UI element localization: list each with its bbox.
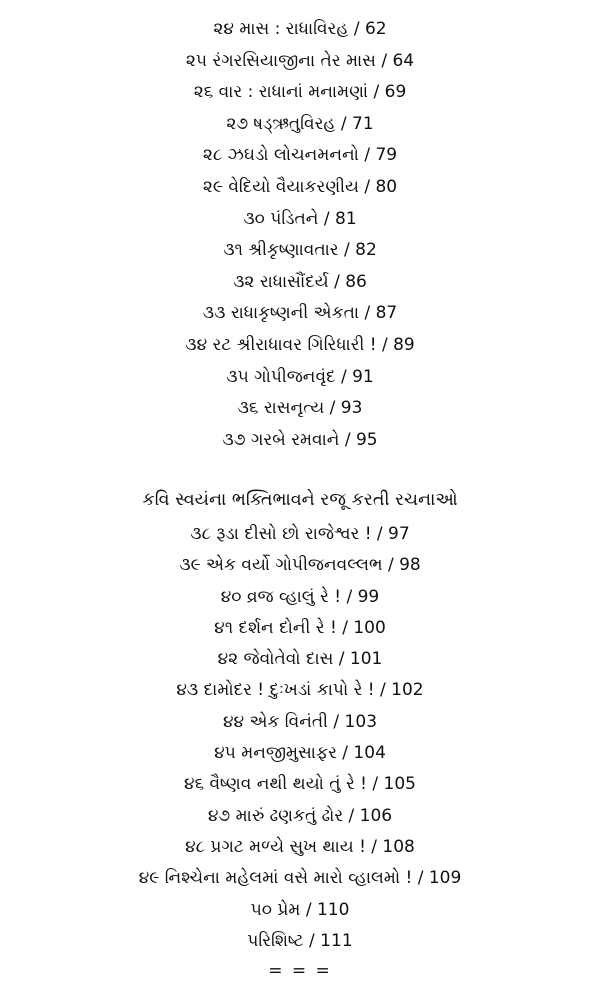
toc-entry-24: ૨૪ માસ : રાધાવિરહ / 62 <box>213 19 387 39</box>
toc-entry-37: ૩૭ ગરબે રમવાને / 95 <box>222 429 378 450</box>
toc-entry-45: ૪૫ મનજીમુસાફર / 104 <box>214 743 386 764</box>
toc-entry-29: ૨૯ વેદિયો વૈયાકરણીય / 80 <box>202 176 398 197</box>
toc-entry-appendix: પરિશિષ્ટ / 111 <box>247 930 353 951</box>
toc-entry-40: ૪૦ વ્રજ વ્હાલું રે ! / 99 <box>220 586 380 607</box>
toc-entry-48: ૪૮ પ્રગટ મળ્યે સુખ થાય ! / 108 <box>185 836 415 857</box>
toc-entry-44: ૪૪ એક વિનંતી / 103 <box>222 711 378 732</box>
toc-entry-49: ૪૯ નિશ્ચેના મહેલમાં વસે મારો વ્હાલમો ! / 109 <box>138 868 462 889</box>
toc-entry-33: ૩૩ રાધાકૃષ્ણની એકતા / 87 <box>202 303 398 324</box>
toc-entry-25: ૨૫ રંગરસિયાજીના તેર માસ / 64 <box>185 50 415 71</box>
toc-entry-32: ૩૨ રાધાસૌંદર્ય / 86 <box>233 271 367 292</box>
toc-entry-35: ૩૫ ગોપીજનવૃંદ / 91 <box>226 366 374 387</box>
toc-entry-30: ૩૦ પંડિતને / 81 <box>243 208 357 229</box>
toc-entry-34: ૩૪ રટ શ્રીરાધાવર ગિરિધારી ! / 89 <box>185 334 415 355</box>
toc-entry-42: ૪૨ જેવોતેવો દાસ / 101 <box>217 649 383 670</box>
toc-entry-50: ૫૦ પ્રેમ / 110 <box>250 899 350 920</box>
toc-list-devotional <box>0 519 600 957</box>
section-heading: કવિ સ્વયંના ભક્તિભાવને રજૂ કરતી રચનાઓ <box>142 490 458 510</box>
toc-entry-31: ૩૧ શ્રીકૃષ્ણાવતાર / 82 <box>223 240 377 261</box>
toc-entry-43: ૪૩ દામોદર ! દુઃખડાં કાપો રે ! / 102 <box>176 680 424 701</box>
end-mark: = = = <box>268 961 332 981</box>
toc-entry-39: ૩૯ એક વર્યો ગોપીજનવલ્લભ / 98 <box>179 555 421 576</box>
toc-entry-27: ૨૭ ષડ્ઋતુવિરહ / 71 <box>226 113 374 134</box>
toc-entry-26: ૨૬ વાર : રાધાનાં મનામણાં / 69 <box>193 82 407 103</box>
toc-entry-28: ૨૮ ઝઘડો લોચનમનનો / 79 <box>202 145 398 166</box>
toc-entry-41: ૪૧ દર્શન દોની રે ! / 100 <box>214 617 386 638</box>
toc-entry-38: ૩૮ રૂડા દીસો છો રાજેશ્વર ! / 97 <box>190 524 410 544</box>
toc-entry-36: ૩૬ રાસનૃત્ય / 93 <box>237 398 363 419</box>
toc-entry-46: ૪૬ વૈષ્ણવ નથી થયો તું રે ! / 105 <box>184 774 416 795</box>
toc-entry-47: ૪૭ મારું ઢણકતું ઢોર / 106 <box>207 805 393 826</box>
toc-list-main <box>0 14 600 456</box>
